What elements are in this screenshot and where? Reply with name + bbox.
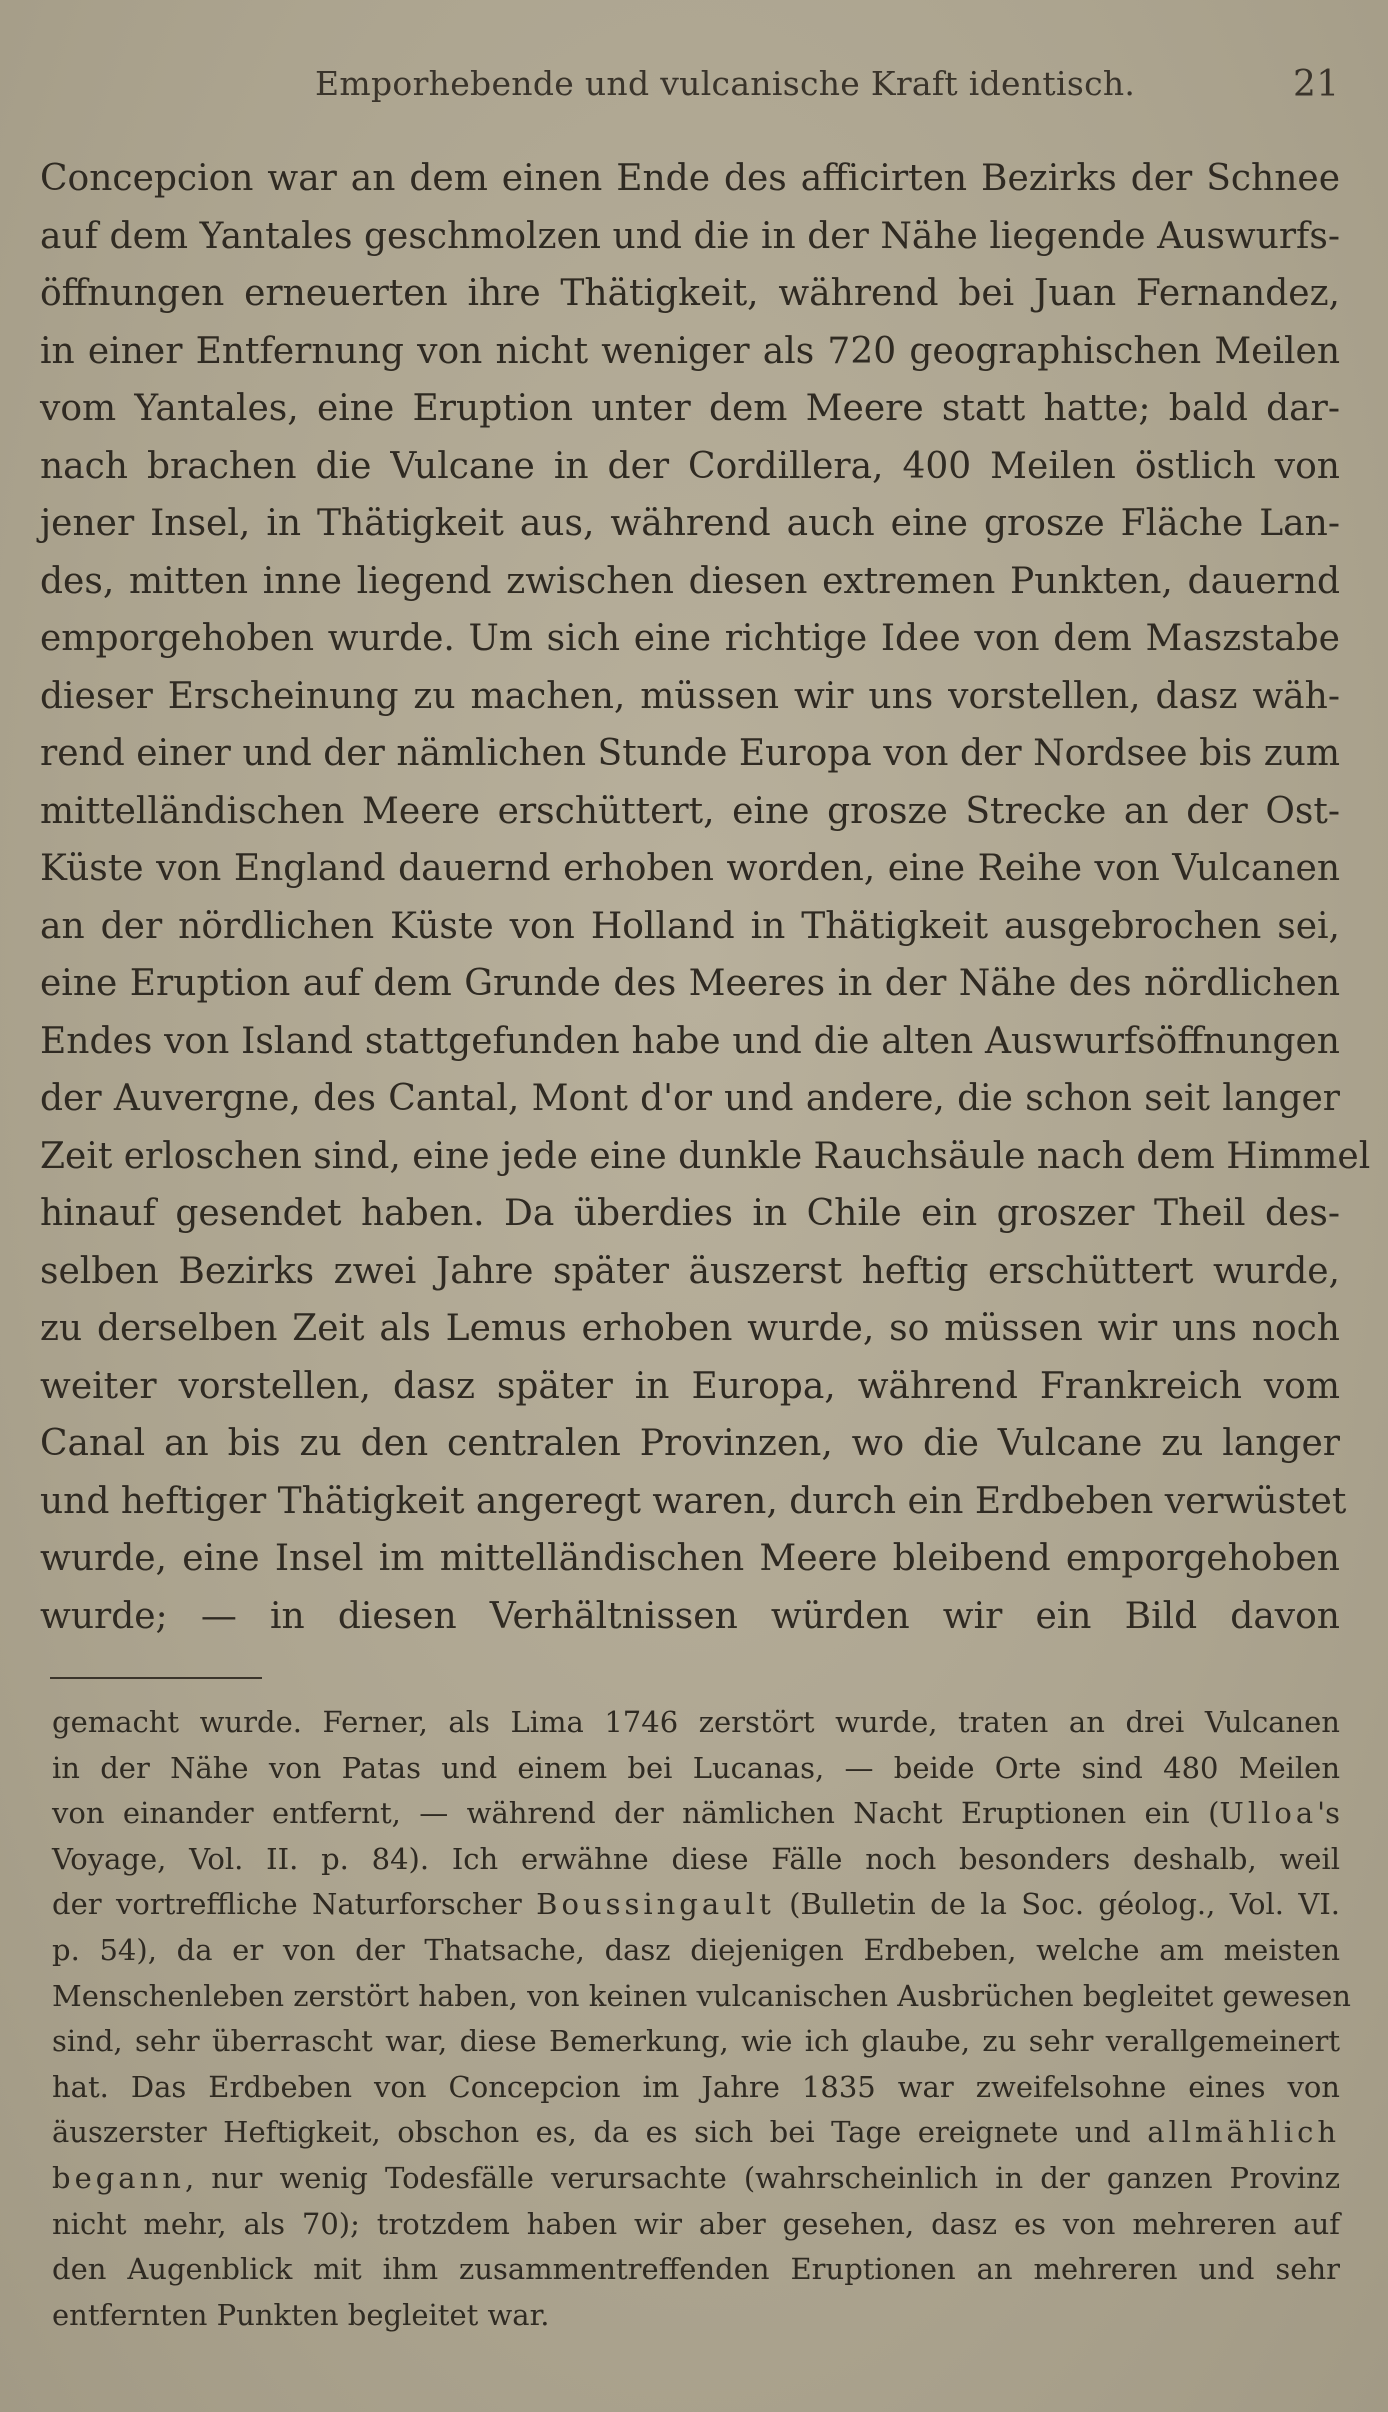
text-line: hinauf gesendet haben. Da überdies in Chile ein groszer Theil des- bbox=[40, 1193, 1340, 1234]
emphasis-allmaehlich: allmählich bbox=[1147, 2115, 1340, 2150]
footnote-line: Voyage, Vol. II. p. 84). Ich erwähne diese Fälle noch besonders deshalb, weil bbox=[52, 1841, 1340, 1876]
text-line: des, mitten inne liegend zwischen diesen extremen Punkten, dauernd bbox=[40, 560, 1340, 602]
text-line: jener Insel, in Thätigkeit aus, während auch eine grosze Fläche Lan- bbox=[40, 503, 1340, 544]
footnote-line: p. 54), da er von der Thatsache, dasz diejenigen Erdbeben, welche am meisten bbox=[52, 1932, 1340, 1967]
footnote-line: nicht mehr, als 70); trotzdem haben wir aber gesehen, dasz es von mehreren auf bbox=[52, 2206, 1340, 2241]
text-line: nach brachen die Vulcane in der Cordillera, 400 Meilen östlich von bbox=[40, 445, 1340, 487]
text-line: der Auvergne, des Cantal, Mont d'or und andere, die schon seit langer bbox=[40, 1078, 1340, 1119]
text-line: Concepcion war an dem einen Ende des afficirten Bezirks der Schnee bbox=[40, 158, 1340, 199]
running-title: Emporhebende und vulcanische Kraft identisch. bbox=[315, 64, 1136, 103]
footnote-line: hat. Das Erdbeben von Concepcion im Jahre 1835 war zweifelsohne eines von bbox=[52, 2069, 1340, 2104]
text-line: rend einer und der nämlichen Stunde Europa von der Nordsee bis zum bbox=[40, 733, 1340, 774]
running-head bbox=[0, 64, 1388, 114]
text-line: wurde; — in diesen Verhältnissen würden wir ein Bild davon bbox=[40, 1595, 1340, 1637]
text-line: emporgehoben wurde. Um sich eine richtige Idee von dem Maszstabe bbox=[40, 618, 1340, 659]
text-line: dieser Erscheinung zu machen, müssen wir uns vorstellen, dasz wäh- bbox=[40, 675, 1340, 717]
footnote-line bbox=[52, 1882, 1340, 1928]
text-line: Endes von Island stattgefunden habe und die alten Auswurfsöffnungen bbox=[40, 1020, 1340, 1062]
text-line: eine Eruption auf dem Grunde des Meeres in der Nähe des nördlichen bbox=[40, 963, 1340, 1004]
text-line: Zeit erloschen sind, eine jede eine dunkle Rauchsäule nach dem Himmel bbox=[40, 1135, 1371, 1177]
page-number: 21 bbox=[1293, 64, 1340, 105]
text-line: zu derselben Zeit als Lemus erhoben wurde, so müssen wir uns noch bbox=[40, 1308, 1340, 1349]
text-line: auf dem Yantales geschmolzen und die in der Nähe liegende Auswurfs- bbox=[40, 215, 1340, 257]
text-line: an der nördlichen Küste von Holland in Thätigkeit ausgebrochen sei, bbox=[40, 905, 1340, 947]
footnote-line: Menschenleben zerstört haben, von keinen vulcanischen Ausbrüchen begleitet gewesen bbox=[52, 1978, 1351, 2013]
footnote-text: 's bbox=[1317, 1796, 1340, 1831]
footnote-line bbox=[52, 2156, 1340, 2202]
footnote-line: entfernten Punkten begleitet war. bbox=[52, 2297, 550, 2332]
footnote-text: der vortreffliche Naturforscher bbox=[52, 1887, 537, 1922]
footnote-divider bbox=[50, 1677, 262, 1679]
main-text bbox=[40, 150, 1371, 1645]
footnote-line: den Augenblick mit ihm zusammentreffenden Eruptionen an mehreren und sehr bbox=[52, 2252, 1340, 2287]
footnote-line bbox=[52, 2110, 1340, 2156]
footnote-text: äuszerster Heftigkeit, obschon es, da es sich bei Tage ereignete und bbox=[52, 2115, 1148, 2150]
text-line: Canal an bis zu den centralen Provinzen, wo die Vulcane zu langer bbox=[40, 1423, 1340, 1464]
footnote-text: von einander entfernt, — während der nämlichen Nacht Eruptionen ein ( bbox=[52, 1796, 1220, 1831]
footnote-line bbox=[52, 1791, 1340, 1837]
footnote-text: , nur wenig Todesfälle verursachte (wahrscheinlich in der ganzen Provinz bbox=[184, 2160, 1340, 2195]
text-line: Küste von England dauernd erhoben worden, eine Reihe von Vulcanen bbox=[40, 848, 1340, 889]
text-line: wurde, eine Insel im mittelländischen Meere bleibend emporgehoben bbox=[40, 1538, 1340, 1579]
author-name-ulloa: Ulloa bbox=[1219, 1796, 1318, 1831]
footnote-text: (Bulletin de la Soc. géolog., Vol. VI. bbox=[774, 1887, 1340, 1922]
text-line: selben Bezirks zwei Jahre später äuszerst heftig erschüttert wurde, bbox=[40, 1250, 1340, 1292]
text-line: mittelländischen Meere erschüttert, eine grosze Strecke an der Ost- bbox=[40, 790, 1340, 832]
footnote-line: in der Nähe von Patas und einem bei Lucanas, — beide Orte sind 480 Meilen bbox=[52, 1750, 1340, 1785]
footnote-line: sind, sehr überrascht war, diese Bemerkung, wie ich glaube, zu sehr verallgemeinert bbox=[52, 2024, 1340, 2059]
text-line: öffnungen erneuerten ihre Thätigkeit, während bei Juan Fernandez, bbox=[40, 273, 1340, 314]
text-line: in einer Entfernung von nicht weniger als 720 geographischen Meilen bbox=[40, 330, 1340, 372]
footnote bbox=[52, 1700, 1351, 2338]
emphasis-begann: begann bbox=[52, 2160, 185, 2195]
text-line: weiter vorstellen, dasz später in Europa, während Frankreich vom bbox=[40, 1365, 1340, 1407]
author-name-boussingault: Boussingault bbox=[536, 1887, 775, 1922]
text-line: und heftiger Thätigkeit angeregt waren, durch ein Erdbeben verwüstet bbox=[40, 1480, 1347, 1522]
text-line: vom Yantales, eine Eruption unter dem Meere statt hatte; bald dar- bbox=[40, 388, 1340, 429]
footnote-line: gemacht wurde. Ferner, als Lima 1746 zerstört wurde, traten an drei Vulcanen bbox=[52, 1705, 1340, 1739]
